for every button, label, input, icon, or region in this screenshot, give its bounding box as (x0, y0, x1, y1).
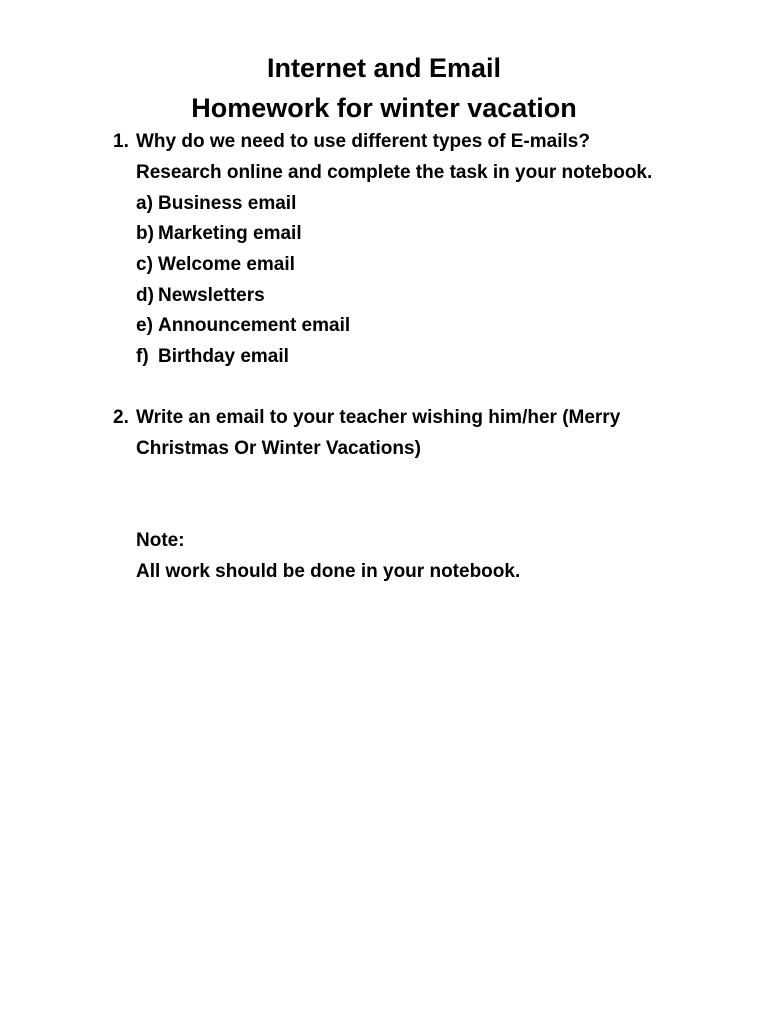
page-subtitle: Homework for winter vacation (191, 93, 577, 123)
question-number: 2. (113, 407, 129, 428)
note-label: Note: (136, 530, 185, 551)
list-item-text: Newsletters (158, 285, 265, 306)
list-marker: b) (136, 223, 154, 244)
question-1-line-1: Why do we need to use different types of E-mails? (136, 131, 590, 152)
list-item-text: Announcement email (158, 315, 351, 336)
list-item-text: Birthday email (158, 346, 289, 367)
list-marker: f) (136, 346, 149, 367)
list-marker: c) (136, 254, 153, 275)
list-item-text: Business email (158, 193, 297, 214)
list-marker: e) (136, 315, 153, 336)
list-item-text: Welcome email (158, 254, 295, 275)
question-number: 1. (113, 131, 129, 152)
list-marker: a) (136, 193, 153, 214)
question-2-line-2: Christmas Or Winter Vacations) (136, 438, 421, 459)
list-marker: d) (136, 285, 154, 306)
question-2-line-1: Write an email to your teacher wishing him/her (Merry (136, 407, 621, 428)
note-text: All work should be done in your notebook. (136, 561, 521, 582)
page-title: Internet and Email (266, 53, 502, 83)
list-item-text: Marketing email (158, 223, 302, 244)
question-1-line-2: Research online and complete the task in your notebook. (136, 162, 653, 183)
